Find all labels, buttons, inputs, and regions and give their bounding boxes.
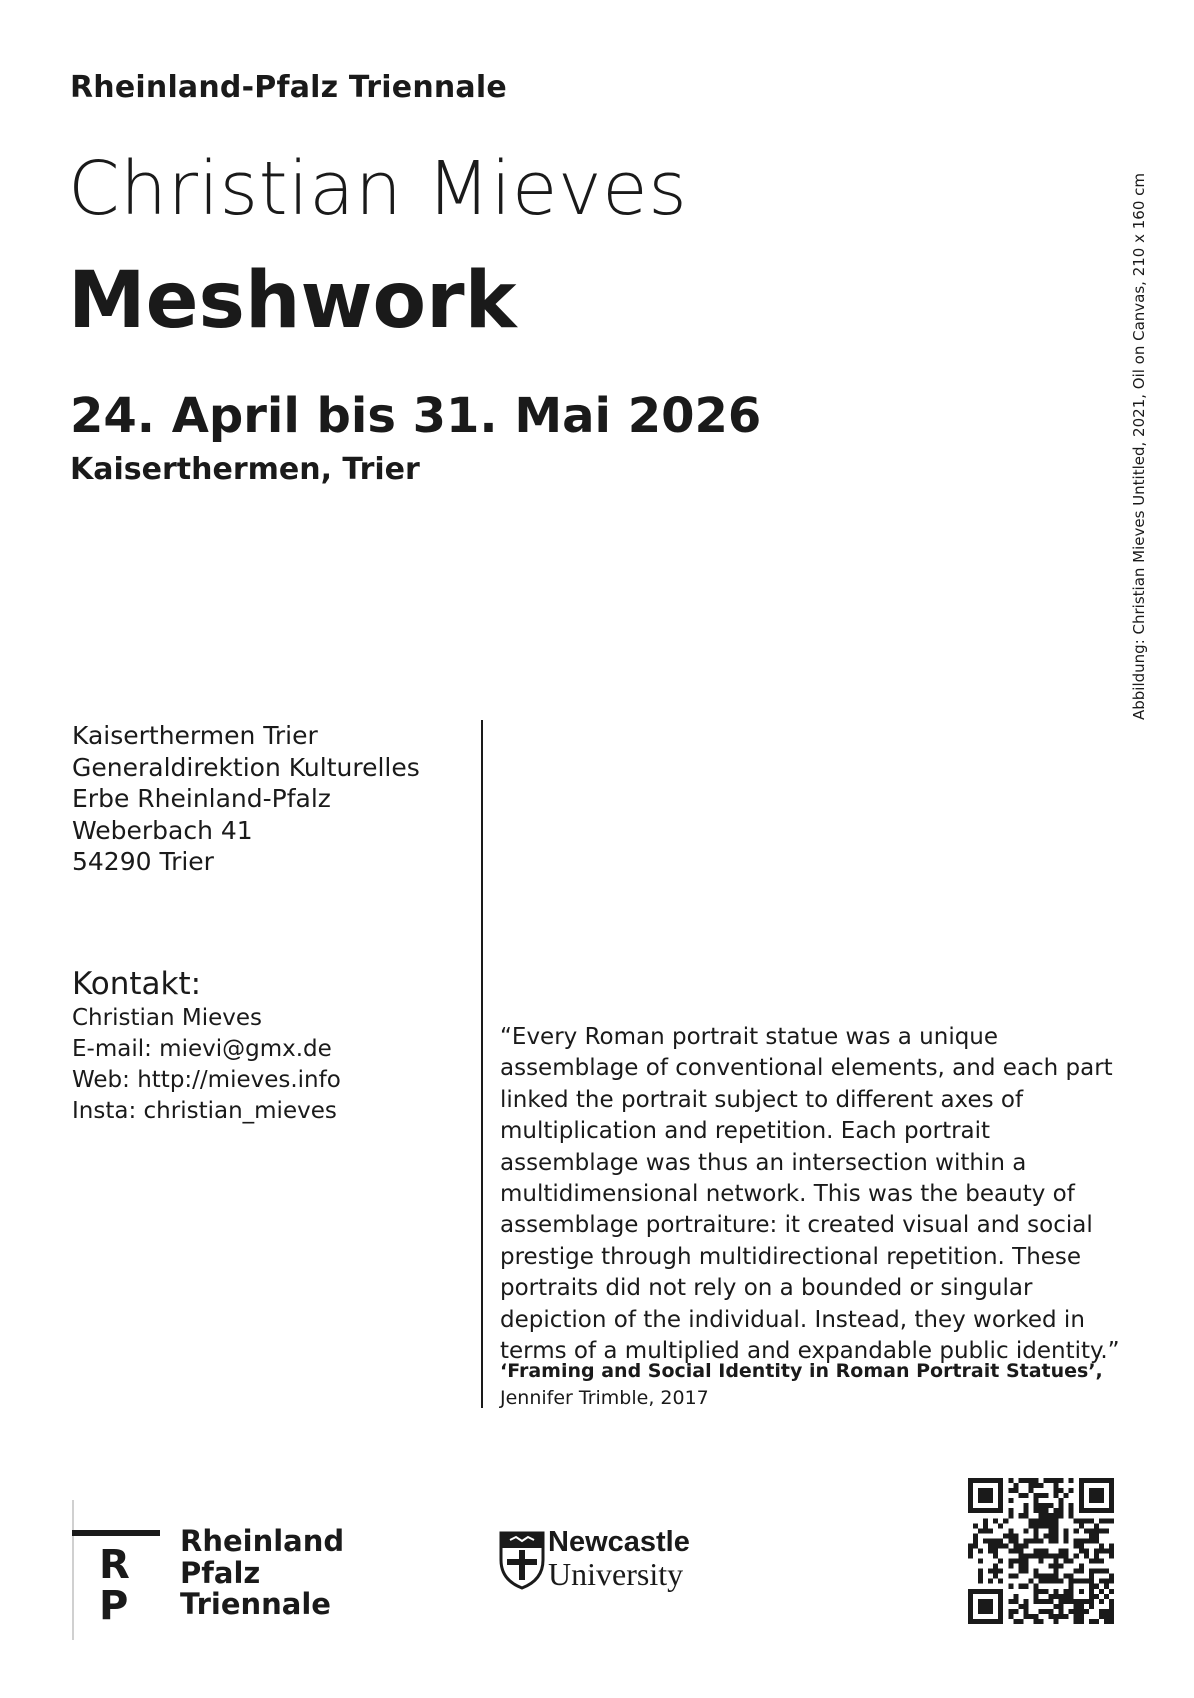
contact-instagram[interactable]: Insta: christian_mieves: [72, 1098, 337, 1124]
vertical-divider: [481, 720, 483, 1408]
address-line: Weberbach 41: [72, 815, 253, 845]
newcastle-name: Newcastle: [548, 1526, 690, 1558]
exhibition-title: Meshwork: [68, 256, 517, 346]
rp-triennale-logo: [72, 1500, 172, 1640]
newcastle-crest-icon: [498, 1530, 548, 1590]
rp-monogram-r: R: [99, 1542, 130, 1588]
quote-citation: [500, 1358, 1103, 1412]
address-line: 54290 Trier: [72, 847, 214, 876]
citation-title: ‘Framing and Social Identity in Roman Portrait Statues’,: [500, 1360, 1103, 1382]
newcastle-university: University: [548, 1556, 684, 1592]
citation-author: Jennifer Trimble, 2017: [500, 1387, 709, 1409]
rp-line: Rheinland: [180, 1524, 345, 1558]
contact-web[interactable]: Web: http://mieves.info: [72, 1067, 341, 1093]
rp-monogram-p: P: [99, 1583, 129, 1629]
image-credit: Abbildung: Christian Mieves Untitled, 2021, Oil on Canvas, 210 x 160 cm: [1130, 172, 1148, 720]
rp-triennale-wordmark: [180, 1526, 344, 1621]
exhibition-dates: 24. April bis 31. Mai 2026: [70, 388, 762, 444]
qr-code[interactable]: [968, 1478, 1114, 1624]
artist-name: Christian Mieves: [68, 146, 688, 232]
exhibition-location: Kaiserthermen, Trier: [70, 452, 420, 487]
address-line: Generaldirektion Kulturelles: [72, 752, 420, 782]
contact-name: Christian Mieves: [72, 1005, 262, 1031]
address-line: Erbe Rheinland-Pfalz: [72, 784, 331, 813]
quote-text: “Every Roman portrait statue was a unique assemblage of conventional elements, and each part linked the portrait subject to different axes of multiplication and repetition. Each portrait assemblage was thus an intersection within a multidimensional network. This was the beauty of assemblage portraiture: it created visual and social prestige through multidirectional repetition. These portraits did not rely on a bounded or singular depiction of the individual. Instead, they worked in terms of a multiplied and expandable public identity.”: [500, 1024, 1120, 1365]
series-title: Rheinland-Pfalz Triennale: [70, 70, 507, 105]
venue-address: [72, 720, 420, 878]
rp-line: Triennale: [180, 1587, 331, 1621]
contact-heading: Kontakt:: [72, 966, 202, 1002]
contact-details: [72, 1003, 341, 1127]
address-line: Kaiserthermen Trier: [72, 721, 318, 750]
rp-line: Pfalz: [180, 1555, 261, 1590]
contact-email[interactable]: E-mail: mievi@gmx.de: [72, 1036, 332, 1062]
